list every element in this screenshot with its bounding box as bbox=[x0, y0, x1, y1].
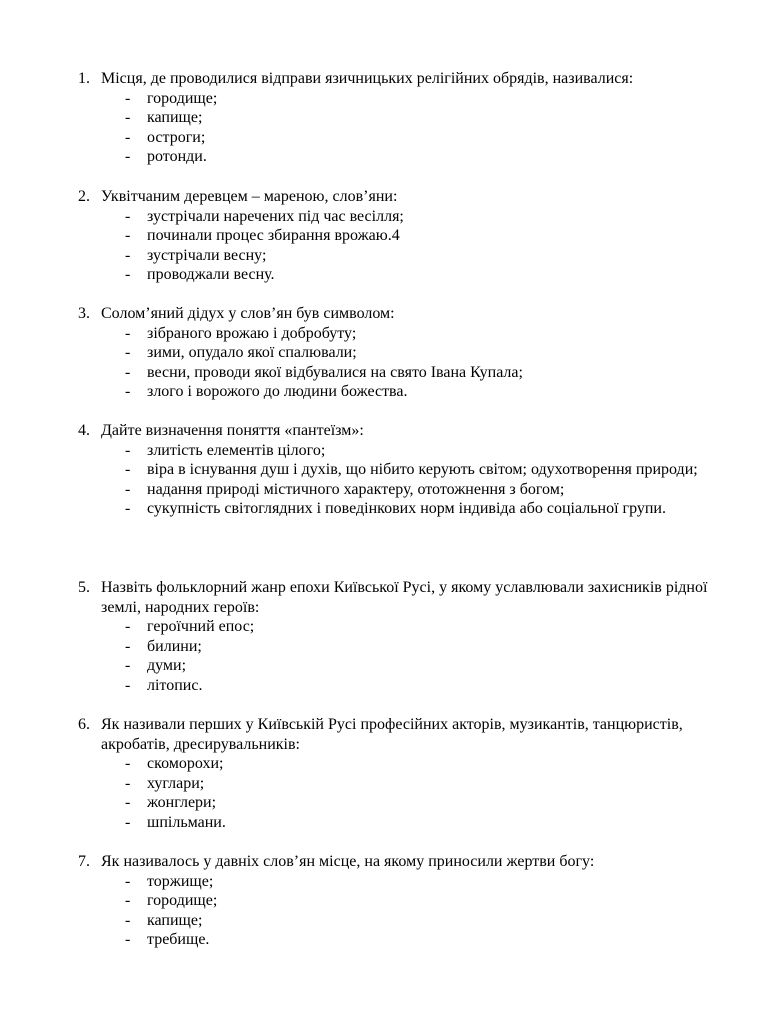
dash-marker: - bbox=[125, 872, 131, 890]
answer-option bbox=[78, 499, 708, 519]
dash-marker: - bbox=[125, 480, 131, 498]
dash-marker: - bbox=[125, 637, 131, 655]
question-4 bbox=[78, 421, 708, 519]
question-6-prompt bbox=[78, 715, 708, 754]
answer-option bbox=[78, 460, 708, 480]
answer-option bbox=[78, 813, 708, 833]
answer-text: надання природі містичного характеру, ототожнення з богом; bbox=[147, 480, 565, 498]
answer-options bbox=[78, 872, 708, 950]
dash-marker: - bbox=[125, 207, 131, 225]
question-text: Як називали перших у Київській Русі професійних акторів, музикантів, танцюристів, акробатів, дресирувальників: bbox=[101, 716, 683, 753]
answer-text: капище; bbox=[147, 109, 203, 127]
question-number: 4. bbox=[78, 422, 90, 439]
answer-option bbox=[78, 324, 708, 344]
question-3 bbox=[78, 304, 708, 402]
dash-marker: - bbox=[125, 892, 131, 910]
answer-text: весни, проводи якої відбувалися на свято Івана Купала; bbox=[147, 363, 523, 381]
question-5 bbox=[78, 578, 708, 696]
answer-option bbox=[78, 128, 708, 148]
answer-option bbox=[78, 246, 708, 266]
answer-text: зустрічали наречених під час весілля; bbox=[147, 207, 404, 225]
answer-text: требище. bbox=[147, 931, 210, 949]
question-number: 2. bbox=[78, 188, 90, 205]
dash-marker: - bbox=[125, 500, 131, 518]
answer-option bbox=[78, 147, 708, 167]
question-5-prompt bbox=[78, 578, 708, 617]
question-text: Уквітчаним деревцем – мареною, слов’яни: bbox=[101, 188, 398, 205]
dash-marker: - bbox=[125, 324, 131, 342]
answer-text: зими, опудало якої спалювали; bbox=[147, 344, 357, 362]
question-1-prompt bbox=[78, 69, 708, 89]
question-4-prompt bbox=[78, 421, 708, 441]
dash-marker: - bbox=[125, 813, 131, 831]
question-text: Солом’яний дідух у слов’ян був символом: bbox=[101, 305, 395, 322]
answer-option bbox=[78, 441, 708, 461]
answer-option bbox=[78, 754, 708, 774]
question-text: Як називалось у давніх слов’ян місце, на якому приносили жертви богу: bbox=[101, 853, 595, 870]
answer-option bbox=[78, 891, 708, 911]
answer-option bbox=[78, 343, 708, 363]
answer-option bbox=[78, 108, 708, 128]
answer-option bbox=[78, 911, 708, 931]
answer-option bbox=[78, 637, 708, 657]
answer-option bbox=[78, 382, 708, 402]
answer-text: проводжали весну. bbox=[147, 266, 275, 284]
dash-marker: - bbox=[125, 363, 131, 381]
answer-option bbox=[78, 226, 708, 246]
dash-marker: - bbox=[125, 89, 131, 107]
answer-text: злого і ворожого до людини божества. bbox=[147, 383, 408, 401]
question-text: Назвіть фольклорний жанр епохи Київської Русі, у якому уславлювали захисників рідної землі, народних героїв: bbox=[101, 579, 708, 616]
question-7-prompt bbox=[78, 852, 708, 872]
answer-option bbox=[78, 89, 708, 109]
answer-option bbox=[78, 676, 708, 696]
answer-text: думи; bbox=[147, 657, 187, 675]
question-3-prompt bbox=[78, 304, 708, 324]
answer-options bbox=[78, 207, 708, 285]
answer-option bbox=[78, 207, 708, 227]
dash-marker: - bbox=[125, 344, 131, 362]
question-2 bbox=[78, 187, 708, 285]
answer-option bbox=[78, 656, 708, 676]
answer-text: сукупність світоглядних і поведінкових норм індивіда або соціальної групи. bbox=[147, 500, 666, 518]
question-6 bbox=[78, 715, 708, 833]
dash-marker: - bbox=[125, 148, 131, 166]
answer-option bbox=[78, 617, 708, 637]
answer-options bbox=[78, 324, 708, 402]
answer-text: городище; bbox=[147, 89, 218, 107]
answer-text: літопис. bbox=[147, 676, 203, 694]
answer-option bbox=[78, 363, 708, 383]
answer-text: злитість елементів цілого; bbox=[147, 441, 326, 459]
dash-marker: - bbox=[125, 657, 131, 675]
dash-marker: - bbox=[125, 618, 131, 636]
answer-options bbox=[78, 754, 708, 832]
answer-text: городище; bbox=[147, 892, 218, 910]
question-1 bbox=[78, 69, 708, 167]
answer-text: ротонди. bbox=[147, 148, 207, 166]
dash-marker: - bbox=[125, 383, 131, 401]
answer-text: хуглари; bbox=[147, 774, 205, 792]
answer-text: зустрічали весну; bbox=[147, 246, 267, 264]
answer-text: героїчний епос; bbox=[147, 618, 255, 636]
dash-marker: - bbox=[125, 755, 131, 773]
answer-text: шпільмани. bbox=[147, 813, 226, 831]
dash-marker: - bbox=[125, 931, 131, 949]
dash-marker: - bbox=[125, 441, 131, 459]
answer-text: торжище; bbox=[147, 872, 214, 890]
dash-marker: - bbox=[125, 676, 131, 694]
answer-option bbox=[78, 774, 708, 794]
question-number: 3. bbox=[78, 305, 90, 322]
answer-text: починали процес збирання врожаю.4 bbox=[147, 227, 400, 245]
dash-marker: - bbox=[125, 246, 131, 264]
answer-text: жонглери; bbox=[147, 794, 217, 812]
answer-text: віра в існування душ і духів, що нібито керують світом; одухотворення природи; bbox=[147, 461, 698, 479]
question-text: Дайте визначення поняття «пантеїзм»: bbox=[101, 422, 364, 439]
answer-text: скоморохи; bbox=[147, 755, 224, 773]
answer-text: зібраного врожаю і добробуту; bbox=[147, 324, 357, 342]
answer-text: капище; bbox=[147, 911, 203, 929]
dash-marker: - bbox=[125, 109, 131, 127]
answer-option bbox=[78, 872, 708, 892]
dash-marker: - bbox=[125, 461, 131, 479]
answer-text: остроги; bbox=[147, 128, 206, 146]
dash-marker: - bbox=[125, 774, 131, 792]
answer-options bbox=[78, 441, 708, 519]
question-7 bbox=[78, 852, 708, 950]
dash-marker: - bbox=[125, 794, 131, 812]
question-2-prompt bbox=[78, 187, 708, 207]
question-number: 7. bbox=[78, 853, 90, 870]
answer-text: билини; bbox=[147, 637, 202, 655]
answer-options bbox=[78, 617, 708, 695]
dash-marker: - bbox=[125, 128, 131, 146]
dash-marker: - bbox=[125, 911, 131, 929]
question-text: Місця, де проводилися відправи язичницьких релігійних обрядів, називалися: bbox=[101, 70, 634, 87]
answer-option bbox=[78, 793, 708, 813]
answer-options bbox=[78, 89, 708, 167]
dash-marker: - bbox=[125, 227, 131, 245]
answer-option bbox=[78, 265, 708, 285]
answer-option bbox=[78, 930, 708, 950]
question-number: 5. bbox=[78, 579, 90, 596]
question-number: 1. bbox=[78, 70, 90, 87]
dash-marker: - bbox=[125, 266, 131, 284]
answer-option bbox=[78, 480, 708, 500]
question-number: 6. bbox=[78, 716, 90, 733]
